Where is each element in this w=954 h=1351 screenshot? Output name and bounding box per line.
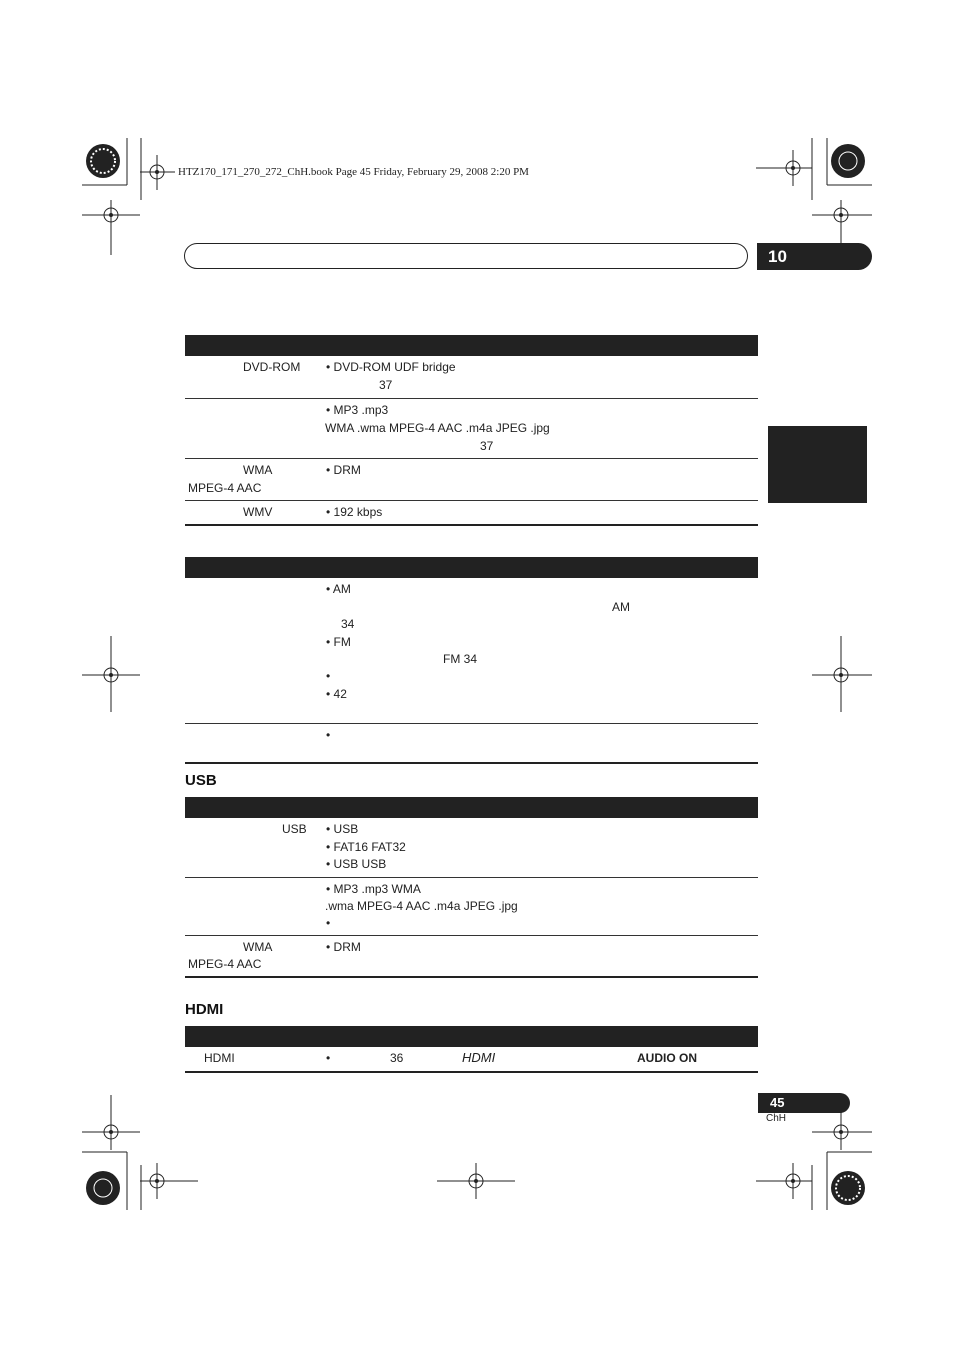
row-cause: HDMI — [204, 1051, 235, 1065]
row-menu-ref: HDMI — [462, 1050, 496, 1065]
chapter-number-tab: 10 — [757, 243, 872, 270]
tuner-troubleshooting-table — [185, 557, 758, 764]
row-remedy-line: • 42 — [326, 687, 347, 701]
usb-troubleshooting-table — [185, 797, 758, 978]
row-remedy-line: • — [326, 728, 331, 742]
row-cause: WMA — [243, 940, 273, 954]
row-remedy-line: • AM — [326, 582, 351, 596]
row-remedy-line: • USB — [326, 822, 359, 836]
book-info-line: HTZ170_171_270_272_ChH.book Page 45 Friday, February 29, 2008 2:20 PM — [178, 166, 529, 178]
table-row — [185, 459, 758, 501]
table-header — [185, 557, 758, 578]
row-setting-ref: AUDIO ON — [637, 1051, 697, 1065]
row-cause: WMA — [243, 463, 273, 477]
row-remedy-line: FM 34 — [443, 652, 478, 666]
row-remedy-line: • — [326, 669, 331, 683]
row-remedy-line: 37 — [480, 439, 494, 453]
row-remedy-line: WMA .wma MPEG-4 AAC .m4a JPEG .jpg — [325, 421, 550, 435]
table-row — [185, 724, 758, 764]
table-header — [185, 1026, 758, 1047]
row-remedy-line: .wma MPEG-4 AAC .m4a JPEG .jpg — [325, 899, 518, 913]
usb-section-title: USB — [185, 772, 217, 789]
row-remedy-line: • DRM — [326, 940, 361, 954]
row-cause: MPEG-4 AAC — [188, 481, 262, 495]
row-remedy-line: • FAT16 FAT32 — [326, 840, 406, 854]
table-row — [185, 818, 758, 878]
table-header — [185, 797, 758, 818]
header-title-pill — [184, 243, 748, 269]
table-row — [185, 936, 758, 978]
row-remedy-line: • DRM — [326, 463, 361, 477]
table-row — [185, 501, 758, 526]
row-remedy-line: AM — [612, 600, 630, 614]
hdmi-section-title: HDMI — [185, 1001, 224, 1018]
row-cause: WMV — [243, 505, 273, 519]
table-header — [185, 335, 758, 356]
table-row — [185, 356, 758, 399]
row-remedy-line: 37 — [379, 378, 393, 392]
page-number-pill: 45 — [758, 1093, 850, 1113]
row-cause: MPEG-4 AAC — [188, 957, 262, 971]
row-cause: DVD-ROM — [243, 360, 301, 374]
table-row — [185, 399, 758, 459]
row-remedy-line: 34 — [341, 617, 355, 631]
language-code: ChH — [766, 1113, 787, 1124]
table-row — [185, 878, 758, 936]
table-row — [185, 1047, 758, 1073]
row-remedy-line: • FM — [326, 635, 351, 649]
disc-troubleshooting-table — [185, 335, 758, 526]
table-row — [185, 578, 758, 724]
row-page-ref: 36 — [390, 1051, 404, 1065]
row-remedy-line: • 192 kbps — [326, 505, 383, 519]
row-remedy-line: • MP3 .mp3 WMA — [326, 882, 421, 896]
row-remedy-line: • USB USB — [326, 857, 387, 871]
row-bullet: • — [326, 1051, 331, 1065]
row-cause: USB — [282, 822, 307, 836]
row-remedy-line: • DVD-ROM UDF bridge — [326, 360, 456, 374]
row-remedy-line: • — [326, 916, 331, 930]
row-remedy-line: • MP3 .mp3 — [326, 403, 389, 417]
hdmi-troubleshooting-table — [185, 1026, 758, 1073]
language-side-tab — [768, 426, 867, 503]
